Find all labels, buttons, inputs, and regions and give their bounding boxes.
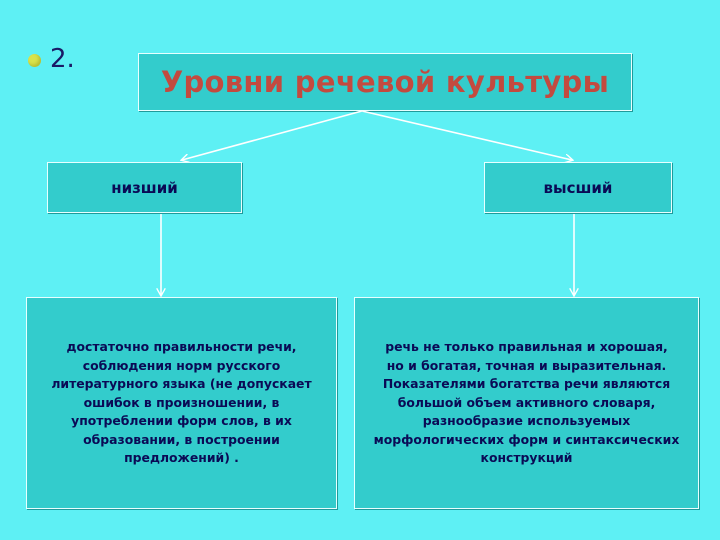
level-high-description bbox=[355, 338, 698, 468]
description-line: соблюдения норм русского bbox=[82, 357, 281, 373]
diagram-title: Уровни речевой культуры bbox=[160, 65, 610, 99]
description-line: литературного языка (не допускает bbox=[51, 376, 312, 391]
description-line: речь не только правильная и хорошая, bbox=[385, 339, 668, 354]
description-line: Показателями богатства речи являются bbox=[382, 376, 671, 391]
level-high-description-box bbox=[354, 297, 699, 509]
description-line: морфологических форм и синтаксических bbox=[373, 431, 680, 447]
description-line: конструкций bbox=[480, 450, 573, 465]
arrow-title-to-low bbox=[182, 111, 362, 160]
level-low-description bbox=[27, 338, 336, 468]
level-low-box bbox=[47, 162, 242, 213]
description-line: достаточно правильности речи, bbox=[66, 339, 297, 354]
level-high-box bbox=[484, 162, 672, 213]
level-low-description-box bbox=[26, 297, 337, 509]
description-line: разнообразие используемых bbox=[422, 413, 631, 428]
bullet-number: 2. bbox=[50, 44, 75, 74]
level-low-label: низший bbox=[111, 178, 178, 197]
arrow-title-to-high bbox=[362, 111, 572, 160]
description-line: ошибок в произношении, в bbox=[83, 394, 280, 410]
description-line: употреблении форм слов, в их bbox=[71, 413, 292, 428]
level-high-label: высший bbox=[543, 178, 613, 197]
description-line: но и богатая, точная и выразительная. bbox=[386, 357, 667, 373]
description-line: образовании, в построении bbox=[83, 431, 280, 447]
description-line: предложений) . bbox=[124, 450, 239, 465]
description-line: большой объем активного словаря, bbox=[397, 394, 656, 410]
